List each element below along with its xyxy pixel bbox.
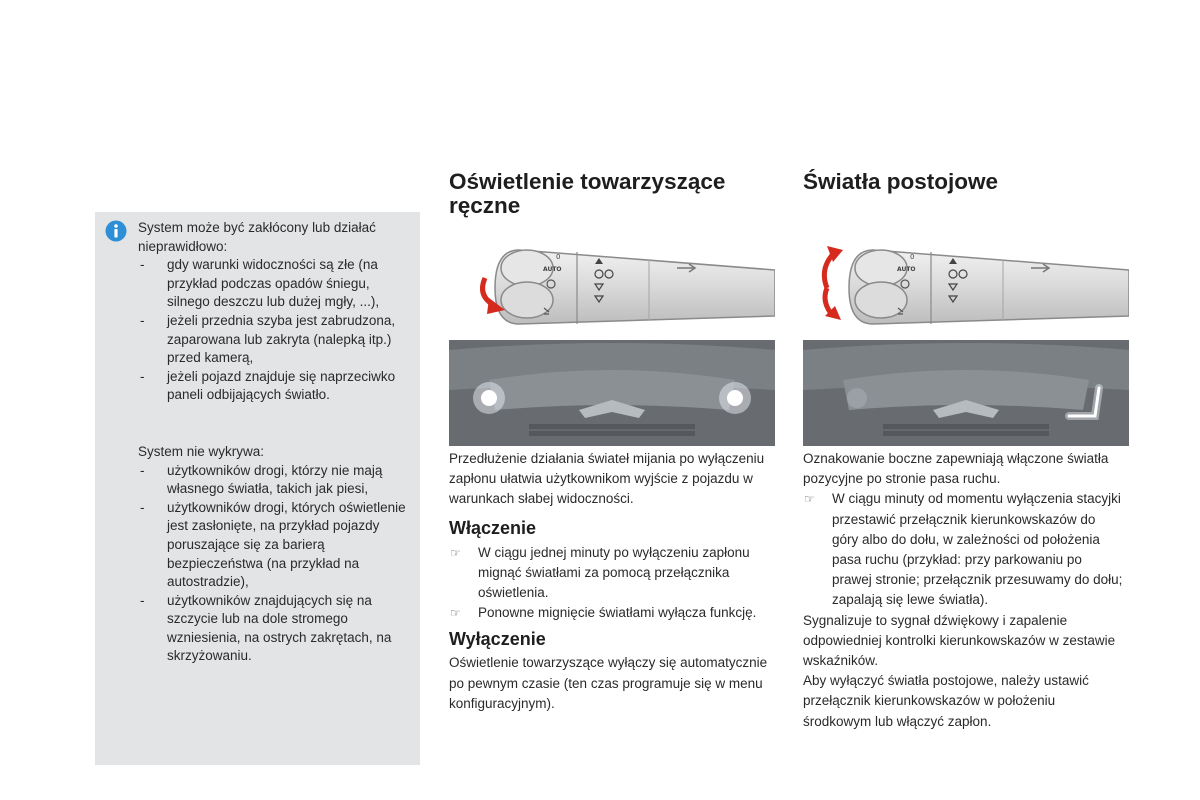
col2-text-3: Aby wyłączyć światła postojowe, należy ustawić przełącznik kierunkowskazów w położeniu środkowym lub włączyć zapłon.	[803, 673, 1089, 729]
info-list-item: - użytkowników drogi, którzy nie mają własnego światła, takich jak piesi,	[138, 462, 416, 499]
info-text	[138, 219, 416, 666]
info-list-item: - użytkowników znajdujących się na szczycie lub na dole stromego wzniesienia, na ostrych zakrętach, na skrzyżowaniu.	[138, 592, 416, 666]
stalk-zero-label: 0	[556, 253, 561, 261]
col2-list	[803, 489, 1123, 610]
info-intro-2: System nie wykrywa:	[138, 443, 265, 459]
section-title-follow-me-home: Oświetlenie towarzyszące ręczne	[449, 169, 726, 218]
hand-bullet-icon: ☞	[450, 606, 461, 621]
subheading-off: Wyłączenie	[449, 629, 546, 650]
col1-text	[449, 449, 769, 714]
car-front-photo	[449, 340, 775, 446]
col1-off-text: Oświetlenie towarzyszące wyłączy się automatycznie po pewnym czasie (ten czas programuje się w menu konfiguracyjnym).	[449, 655, 768, 711]
col2-description: Oznakowanie boczne zapewniają włączone światła pozycyjne po stronie pasa ruchu.	[803, 451, 1109, 487]
col2-text-2: Sygnalizuje to sygnał dźwiękowy i zapalenie odpowiedniej kontrolki kierunkowskazów w zestawie wskaźników.	[803, 612, 1116, 669]
info-list-item: - jeżeli przednia szyba jest zabrudzona, zaparowana lub zakryta (nalepką itp.) przed kamerą,	[138, 312, 416, 368]
hand-bullet-icon: ☞	[804, 492, 815, 507]
info-list-item: - jeżeli pojazd znajduje się naprzeciwko paneli odbijających światło.	[138, 368, 416, 405]
info-list-2	[138, 462, 416, 667]
list-item: ☞ Ponowne mignięcie światłami wyłącza funkcję.	[449, 603, 769, 623]
info-list-item: - gdy warunki widoczności są złe (na przykład podczas opadów śniegu, silnego deszczu lub dużej mgły, ...),	[138, 256, 416, 312]
list-item: ☞ W ciągu jednej minuty po wyłączeniu zapłonu mignąć światłami za pomocą przełącznika oświetlenia.	[450, 544, 750, 601]
stalk-zero-label: 0	[910, 253, 915, 261]
section-title-parking-lights: Światła postojowe	[803, 169, 999, 194]
info-list	[138, 256, 416, 405]
subheading-on: Włączenie	[449, 517, 537, 538]
col1-on-list	[449, 543, 769, 624]
hand-bullet-icon: ☞	[450, 545, 461, 560]
col2-text	[803, 449, 1123, 732]
up-down-arrow-icon	[824, 246, 843, 320]
info-icon	[105, 220, 127, 242]
list-item: ☞ W ciągu minuty od momentu wyłączenia stacyjki przestawić przełącznik kierunkowskazów do góry albo do dołu, w zależności od położenia pasa ruchu (przykład: przy parkowaniu po prawej stronie; przełącznik przesuwamy do dołu; zapalają się lewe światła).	[804, 491, 1123, 608]
light-stalk-illustration	[449, 238, 775, 334]
car-corner-photo	[803, 340, 1129, 446]
stalk-auto-label: AUTO	[543, 266, 562, 273]
col1-description: Przedłużenie działania świateł mijania po wyłączeniu zapłonu ułatwia użytkownikom wyjście z pojazdu w warunkach słabej widoczności.	[449, 451, 765, 507]
indicator-stalk-illustration	[803, 238, 1129, 334]
stalk-auto-label: AUTO	[897, 266, 916, 273]
info-intro: System może być zakłócony lub działać nieprawidłowo:	[138, 220, 376, 254]
info-list-item: - użytkowników drogi, których oświetlenie jest zasłonięte, na przykład pojazdy poruszające się za barierą bezpieczeństwa (na przykład na autostradzie),	[138, 499, 416, 592]
